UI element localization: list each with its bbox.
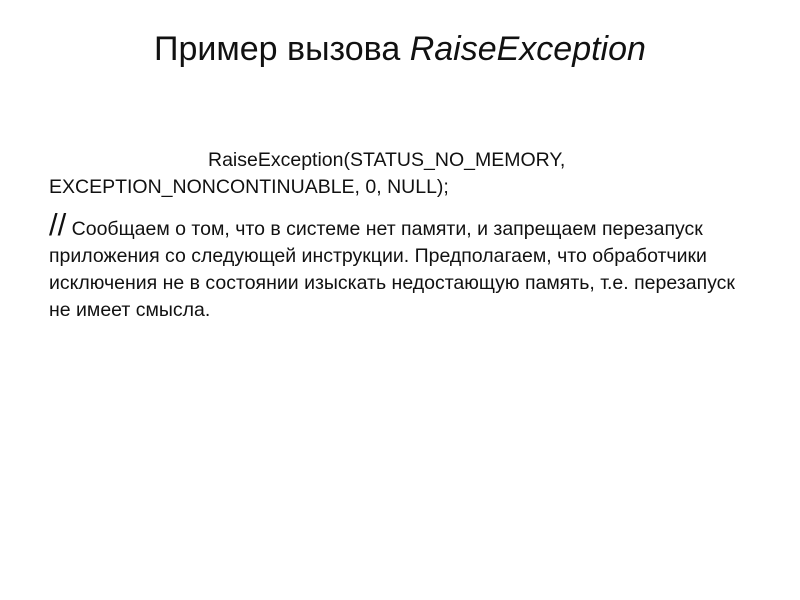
slide-title-function-name: RaiseException bbox=[409, 30, 646, 68]
code-line-1: RaiseException(STATUS_NO_MEMORY, bbox=[208, 149, 566, 171]
code-comment bbox=[49, 207, 759, 324]
slide-body bbox=[49, 147, 759, 324]
comment-marker: // bbox=[49, 207, 67, 242]
slide-title-prefix: Пример вызова bbox=[154, 30, 410, 68]
slide-title bbox=[0, 26, 800, 72]
code-line-2: EXCEPTION_NONCONTINUABLE, 0, NULL); bbox=[49, 176, 449, 198]
comment-text: Сообщаем о том, что в системе нет памяти, и запрещаем перезапуск приложения со следующей инструкции. Предполагаем, что обработчики исключения не в состоянии изыскать недостающую память, т.е. перезапуск не имеет смысла. bbox=[49, 218, 735, 321]
